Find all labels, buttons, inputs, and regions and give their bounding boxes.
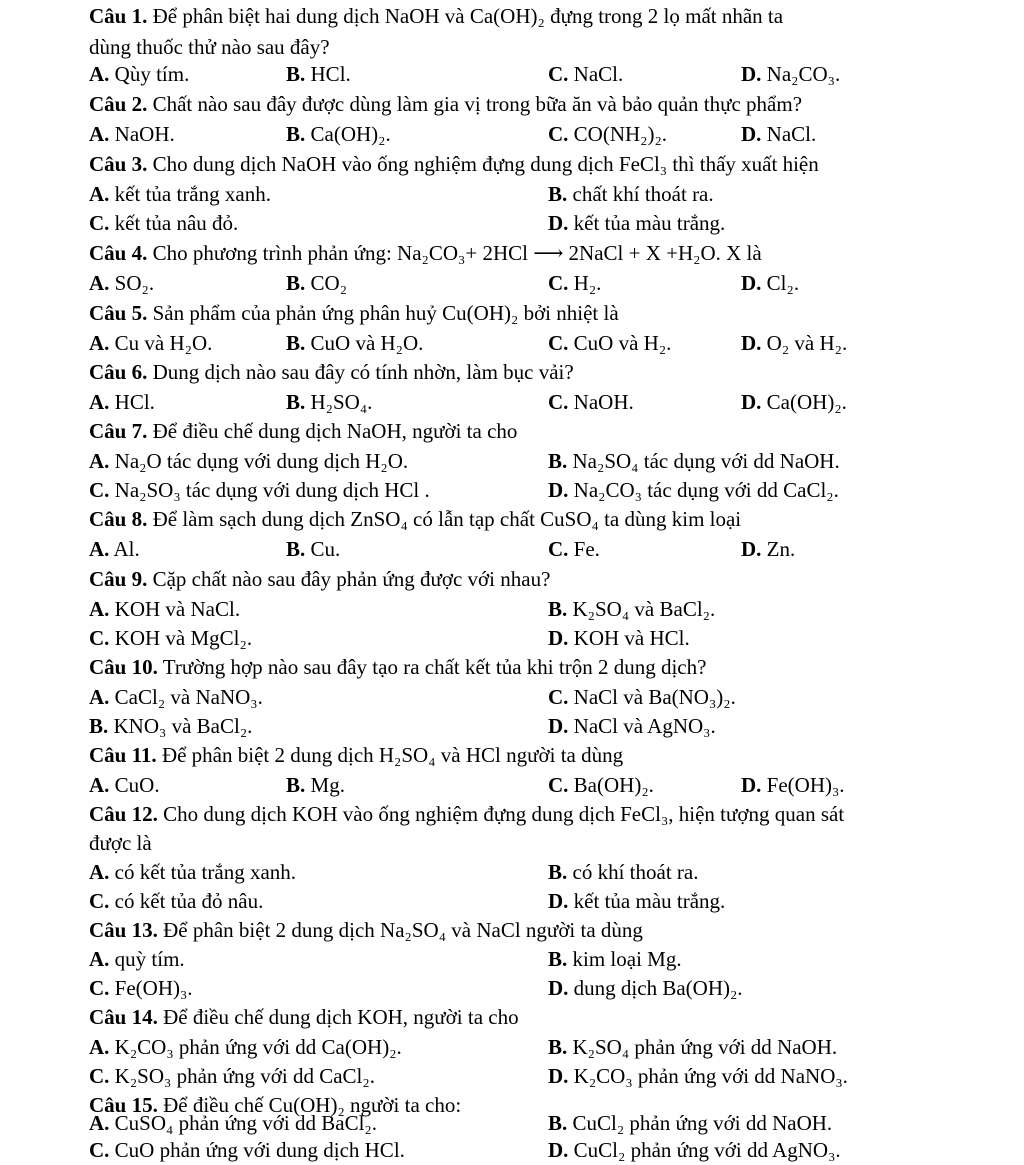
label-text: B.: [286, 271, 306, 295]
question-1-text-cont: dùng thuốc thử nào sau đây?: [89, 35, 330, 59]
q9-option-c[interactable]: [89, 625, 252, 651]
body-text: kết tủa trắng xanh.: [114, 182, 271, 206]
q11-option-a[interactable]: [89, 772, 160, 798]
body-text: Fe.: [573, 537, 600, 561]
body-text: Na₂CO₃.: [766, 62, 841, 86]
label-text: D.: [548, 478, 569, 502]
q10-option-b[interactable]: [89, 713, 252, 739]
q11-option-c[interactable]: [548, 772, 654, 798]
body-text: kết tủa màu trắng.: [573, 889, 726, 913]
label-text: A.: [89, 182, 110, 206]
label-text: D.: [548, 1138, 569, 1162]
q5-option-d[interactable]: [741, 330, 847, 356]
body-text: Na₂O tác dụng với dung dịch H₂O.: [114, 449, 409, 473]
q3-option-b[interactable]: [548, 181, 714, 207]
q11-option-b[interactable]: [286, 772, 345, 798]
body-text: Na₂CO₃ tác dụng với dd CaCl₂.: [573, 478, 839, 502]
body-text: KNO₃ và BaCl₂.: [113, 714, 253, 738]
body-text: Để điều chế dung dịch NaOH, người ta cho: [152, 419, 518, 443]
q4-option-d[interactable]: [741, 270, 799, 296]
body-text: H₂.: [573, 271, 602, 295]
q4-option-a[interactable]: [89, 270, 154, 296]
q9-option-d[interactable]: [548, 625, 690, 651]
q3-option-c[interactable]: [89, 210, 238, 236]
label-text: Câu 11.: [89, 743, 157, 767]
body-text: có khí thoát ra.: [572, 860, 699, 884]
label-text: B.: [548, 860, 568, 884]
body-text: Để làm sạch dung dịch ZnSO₄ có lẫn tạp chất CuSO₄ ta dùng kim loại: [152, 507, 742, 531]
label-text: D.: [741, 331, 762, 355]
q6-option-d[interactable]: [741, 389, 847, 415]
label-text: C.: [89, 211, 110, 235]
body-text: O₂ và H₂.: [766, 331, 848, 355]
body-text: K₂SO₄ phản ứng với dd NaOH.: [572, 1035, 838, 1059]
body-text: có kết tủa trắng xanh.: [114, 860, 297, 884]
body-text: kết tủa màu trắng.: [573, 211, 726, 235]
body-text: NaCl và AgNO₃.: [573, 714, 716, 738]
label-text: D.: [741, 390, 762, 414]
body-text: Để phân biệt 2 dung dịch H₂SO₄ và HCl người ta dùng: [161, 743, 624, 767]
question-5: [89, 300, 619, 326]
body-text: CuCl₂ phản ứng với dd NaOH.: [572, 1111, 833, 1135]
label-text: A.: [89, 62, 110, 86]
q13-option-a[interactable]: [89, 946, 185, 972]
body-text: NaCl.: [573, 62, 624, 86]
body-text: KOH và NaCl.: [114, 597, 241, 621]
label-text: C.: [89, 976, 110, 1000]
body-text: HCl.: [310, 62, 351, 86]
q4-option-c[interactable]: [548, 270, 601, 296]
q2-option-a[interactable]: [89, 121, 175, 147]
label-text: B.: [286, 122, 306, 146]
label-text: D.: [741, 271, 762, 295]
q14-option-d[interactable]: [548, 1063, 848, 1089]
body-text: K₂CO₃ phản ứng với dd NaNO₃.: [573, 1064, 848, 1088]
body-text: Chất nào sau đây được dùng làm gia vị trong bữa ăn và bảo quản thực phẩm?: [152, 92, 803, 116]
q15-option-d[interactable]: [548, 1137, 841, 1163]
label-text: A.: [89, 947, 110, 971]
label-text: C.: [89, 626, 110, 650]
q10-option-a[interactable]: [89, 684, 263, 710]
body-text: Cho dung dịch NaOH vào ống nghiệm đựng dung dịch FeCl₃ thì thấy xuất hiện: [152, 152, 819, 176]
q2-option-b[interactable]: [286, 121, 391, 147]
body-text: kim loại Mg.: [572, 947, 682, 971]
label-text: B.: [548, 947, 568, 971]
question-8: [89, 506, 741, 532]
question-12: [89, 801, 844, 827]
question-12-text-cont: được là: [89, 831, 152, 855]
body-text: K₂CO₃ phản ứng với dd Ca(OH)₂.: [114, 1035, 402, 1059]
label-text: Câu 4.: [89, 241, 148, 265]
label-text: Câu 9.: [89, 567, 148, 591]
label-text: Câu 10.: [89, 655, 158, 679]
label-text: B.: [548, 182, 568, 206]
question-3: [89, 151, 819, 177]
label-text: B.: [548, 449, 568, 473]
body-text: Na₂SO₄ tác dụng với dd NaOH.: [572, 449, 840, 473]
question-7: [89, 418, 517, 444]
q5-option-c[interactable]: [548, 330, 671, 356]
label-text: A.: [89, 537, 110, 561]
q5-option-a[interactable]: [89, 330, 212, 356]
label-text: D.: [548, 889, 569, 913]
body-text: Qùy tím.: [114, 62, 190, 86]
q10-option-d[interactable]: [548, 713, 716, 739]
label-text: Câu 6.: [89, 360, 148, 384]
q10-option-c[interactable]: [548, 684, 736, 710]
q8-option-d[interactable]: [741, 536, 795, 562]
label-text: C.: [548, 773, 569, 797]
label-text: A.: [89, 449, 110, 473]
label-text: A.: [89, 331, 110, 355]
label-text: C.: [548, 390, 569, 414]
label-text: Câu 8.: [89, 507, 148, 531]
label-text: B.: [286, 62, 306, 86]
body-text: K₂SO₄ và BaCl₂.: [572, 597, 716, 621]
body-text: Mg.: [310, 773, 345, 797]
q6-option-a[interactable]: [89, 389, 155, 415]
q1-option-d[interactable]: [741, 61, 840, 87]
body-text: KOH và MgCl₂.: [114, 626, 253, 650]
label-text: D.: [548, 714, 569, 738]
body-text: chất khí thoát ra.: [572, 182, 714, 206]
label-text: D.: [548, 1064, 569, 1088]
label-text: Câu 12.: [89, 802, 158, 826]
q7-option-d[interactable]: [548, 477, 839, 503]
label-text: A.: [89, 685, 110, 709]
question-10: [89, 654, 706, 680]
label-text: B.: [548, 1111, 568, 1135]
body-text: CuO.: [114, 773, 160, 797]
label-text: A.: [89, 1111, 110, 1135]
question-1-text: Để phân biệt hai dung dịch NaOH và Ca(OH)₂ đựng trong 2 lọ mất nhãn ta: [152, 4, 784, 28]
label-text: D.: [741, 62, 762, 86]
q1-option-a[interactable]: [89, 61, 189, 87]
label-text: Câu 14.: [89, 1005, 158, 1029]
label-text: C.: [548, 62, 569, 86]
label-text: C.: [89, 1138, 110, 1162]
label-text: A.: [89, 1035, 110, 1059]
label-text: C.: [548, 331, 569, 355]
body-text: HCl.: [114, 390, 155, 414]
q12-option-a[interactable]: [89, 859, 296, 885]
body-text: NaCl.: [766, 122, 817, 146]
label-text: Câu 3.: [89, 152, 148, 176]
question-1: [89, 3, 783, 29]
q5-option-b[interactable]: [286, 330, 423, 356]
body-text: CuO phản ứng với dung dịch HCl.: [114, 1138, 405, 1162]
q2-option-c[interactable]: [548, 121, 667, 147]
label-text: C.: [548, 537, 569, 561]
label-text: B.: [89, 714, 109, 738]
question-4: [89, 240, 762, 266]
body-text: CuCl₂ phản ứng với dd AgNO₃.: [573, 1138, 841, 1162]
body-text: Cl₂.: [766, 271, 800, 295]
q15-option-a[interactable]: [89, 1110, 377, 1136]
q8-option-b[interactable]: [286, 536, 340, 562]
body-text: Để điều chế dung dịch KOH, người ta cho: [163, 1005, 519, 1029]
label-text: A.: [89, 271, 110, 295]
label-text: D.: [548, 976, 569, 1000]
body-text: CuO và H₂.: [573, 331, 672, 355]
question-14: [89, 1004, 519, 1030]
label-text: Câu 7.: [89, 419, 148, 443]
label-text: Câu 5.: [89, 301, 148, 325]
question-13: [89, 917, 643, 943]
q12-option-c[interactable]: [89, 888, 263, 914]
label-text: A.: [89, 860, 110, 884]
body-text: CuSO₄ phản ứng với dd BaCl₂.: [114, 1111, 377, 1135]
body-text: CuO và H₂O.: [310, 331, 424, 355]
q2-option-d[interactable]: [741, 121, 816, 147]
q8-option-c[interactable]: [548, 536, 600, 562]
body-text: Trường hợp nào sau đây tạo ra chất kết tủa khi trộn 2 dung dịch?: [162, 655, 707, 679]
body-text: Cặp chất nào sau đây phản ứng được với nhau?: [152, 567, 551, 591]
label-text: B.: [548, 1035, 568, 1059]
question-1-label: Câu 1.: [89, 4, 148, 28]
body-text: K₂SO₃ phản ứng với dd CaCl₂.: [114, 1064, 375, 1088]
body-text: Để điều chế Cu(OH)₂ người ta cho:: [163, 1093, 462, 1117]
body-text: Cu.: [310, 537, 341, 561]
q7-option-c[interactable]: [89, 477, 430, 503]
label-text: B.: [286, 537, 306, 561]
body-text: quỳ tím.: [114, 947, 185, 971]
question-6: [89, 359, 574, 385]
label-text: B.: [286, 390, 306, 414]
label-text: Câu 13.: [89, 918, 158, 942]
body-text: Ca(OH)₂.: [766, 390, 847, 414]
label-text: A.: [89, 390, 110, 414]
q3-option-d[interactable]: [548, 210, 725, 236]
body-text: Zn.: [766, 537, 796, 561]
body-text: kết tủa nâu đỏ.: [114, 211, 239, 235]
q15-option-c[interactable]: [89, 1137, 405, 1163]
q13-option-d[interactable]: [548, 975, 743, 1001]
body-text: SO₂.: [114, 271, 155, 295]
label-text: C.: [548, 685, 569, 709]
label-text: A.: [89, 122, 110, 146]
body-text: KOH và HCl.: [573, 626, 690, 650]
q7-option-a[interactable]: [89, 448, 408, 474]
question-11: [89, 742, 623, 768]
q9-option-a[interactable]: [89, 596, 240, 622]
body-text: Fe(OH)₃.: [766, 773, 845, 797]
q1-option-b[interactable]: [286, 61, 351, 87]
body-text: NaCl và Ba(NO₃)₂.: [573, 685, 736, 709]
body-text: Cho dung dịch KOH vào ống nghiệm đựng dung dịch FeCl₃, hiện tượng quan sát: [163, 802, 845, 826]
body-text: NaOH.: [114, 122, 175, 146]
q3-option-a[interactable]: [89, 181, 271, 207]
q14-option-c[interactable]: [89, 1063, 375, 1089]
q11-option-d[interactable]: [741, 772, 845, 798]
q12-option-d[interactable]: [548, 888, 725, 914]
body-text: H₂SO₄.: [310, 390, 373, 414]
label-text: C.: [89, 889, 110, 913]
body-text: CO(NH₂)₂.: [573, 122, 668, 146]
q4-option-b[interactable]: [286, 270, 347, 296]
label-text: D.: [741, 537, 762, 561]
q15-option-b[interactable]: [548, 1110, 832, 1136]
q13-option-b[interactable]: [548, 946, 682, 972]
label-text: D.: [741, 773, 762, 797]
body-text: Cu và H₂O.: [114, 331, 213, 355]
body-text: dung dịch Ba(OH)₂.: [573, 976, 743, 1000]
q6-option-c[interactable]: [548, 389, 634, 415]
q6-option-b[interactable]: [286, 389, 372, 415]
label-text: D.: [548, 211, 569, 235]
label-text: D.: [548, 626, 569, 650]
q1-option-c[interactable]: [548, 61, 623, 87]
label-text: C.: [89, 478, 110, 502]
label-text: C.: [548, 271, 569, 295]
label-text: C.: [548, 122, 569, 146]
question-2: [89, 91, 802, 117]
body-text: Ca(OH)₂.: [310, 122, 391, 146]
body-text: Ba(OH)₂.: [573, 773, 654, 797]
label-text: B.: [286, 331, 306, 355]
body-text: CO₂: [310, 271, 348, 295]
label-text: Câu 2.: [89, 92, 148, 116]
label-text: C.: [89, 1064, 110, 1088]
q9-option-b[interactable]: [548, 596, 715, 622]
label-text: Câu 15.: [89, 1093, 158, 1117]
q14-option-b[interactable]: [548, 1034, 837, 1060]
body-text: Fe(OH)₃.: [114, 976, 193, 1000]
q13-option-c[interactable]: [89, 975, 193, 1001]
q14-option-a[interactable]: [89, 1034, 402, 1060]
q7-option-b[interactable]: [548, 448, 840, 474]
label-text: B.: [286, 773, 306, 797]
label-text: A.: [89, 773, 110, 797]
q12-option-b[interactable]: [548, 859, 698, 885]
label-text: B.: [548, 597, 568, 621]
body-text: Al.: [113, 537, 140, 561]
body-text: có kết tủa đỏ nâu.: [114, 889, 264, 913]
q8-option-a[interactable]: [89, 536, 140, 562]
body-text: Để phân biệt 2 dung dịch Na₂SO₄ và NaCl người ta dùng: [163, 918, 643, 942]
body-text: Dung dịch nào sau đây có tính nhờn, làm bục vải?: [152, 360, 574, 384]
body-text: CaCl₂ và NaNO₃.: [114, 685, 263, 709]
body-text: Na₂SO₃ tác dụng với dung dịch HCl .: [114, 478, 430, 502]
body-text: Cho phương trình phản ứng: Na₂CO₃+ 2HCl ⟶ 2NaCl + X +H₂O. X là: [152, 241, 762, 265]
label-text: D.: [741, 122, 762, 146]
label-text: A.: [89, 597, 110, 621]
body-text: Sản phẩm của phản ứng phân huỷ Cu(OH)₂ bởi nhiệt là: [152, 301, 619, 325]
question-9: [89, 566, 550, 592]
body-text: NaOH.: [573, 390, 634, 414]
